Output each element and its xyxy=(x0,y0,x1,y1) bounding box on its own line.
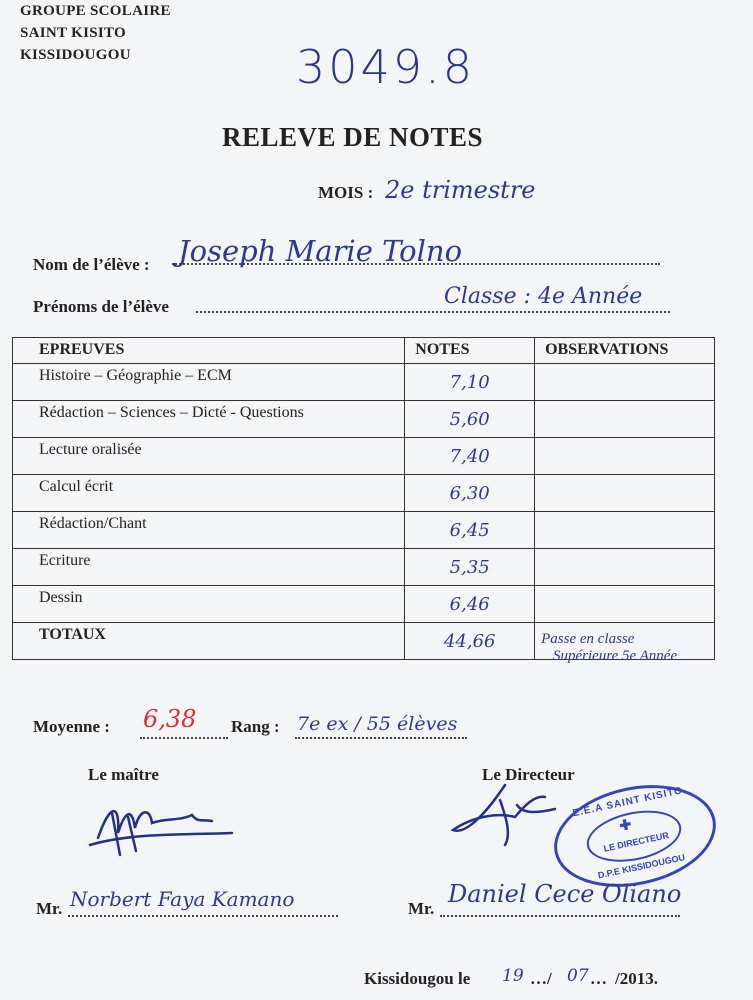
maitre-label: Le maître xyxy=(88,765,159,784)
subject-cell: Calcul écrit xyxy=(13,475,405,512)
observation-cell xyxy=(535,401,715,438)
table-header-row xyxy=(13,338,715,364)
total-label-cell: TOTAUX xyxy=(13,623,405,660)
rang-dotted-line xyxy=(295,737,467,739)
observation-cell xyxy=(535,475,715,512)
header-observations: OBSERVATIONS xyxy=(535,338,715,364)
table-row xyxy=(13,438,715,475)
stamp-line2: LE DIRECTEUR xyxy=(602,830,670,854)
directeur-label: Le Directeur xyxy=(482,765,575,784)
subject-cell: Histoire – Géographie – ECM xyxy=(13,364,405,401)
maitre-signature xyxy=(80,793,240,863)
subject-cell: Dessin xyxy=(13,586,405,623)
classe-value: Classe : 4e Année xyxy=(444,284,643,309)
table-row xyxy=(13,475,715,512)
date-sep2: … xyxy=(590,969,607,988)
subject-cell: Rédaction/Chant xyxy=(13,512,405,549)
maitre-dotted-line xyxy=(68,915,338,917)
nom-value: Joseph Marie Tolno xyxy=(178,234,463,268)
header-epreuves: EPREUVES xyxy=(13,338,405,364)
note-cell: 7,10 xyxy=(405,364,535,401)
date-sep1: …/ xyxy=(530,969,552,988)
note-cell: 6,45 xyxy=(405,512,535,549)
school-city: KISSIDOUGOU xyxy=(20,47,131,63)
prenoms-dotted-line xyxy=(196,311,670,313)
rang-value: 7e ex / 55 élèves xyxy=(297,713,458,735)
rang-label: Rang : xyxy=(231,717,280,736)
moyenne-dotted-line xyxy=(140,737,228,739)
cross-icon: ✚ xyxy=(617,815,633,834)
grades-table xyxy=(12,337,715,660)
observation-cell xyxy=(535,586,715,623)
table-row xyxy=(13,401,715,438)
note-cell: 6,30 xyxy=(405,475,535,512)
table-row xyxy=(13,549,715,586)
stamp-line1: E.E.A SAINT KISITO xyxy=(571,785,684,820)
directeur-name-prefix: Mr. xyxy=(408,899,435,918)
total-observation-line1: Passe en classe xyxy=(541,631,635,647)
stamp-line3: D.P.E KISSIDOUGOU xyxy=(596,852,686,881)
school-subname: SAINT KISITO xyxy=(20,25,127,41)
moyenne-label: Moyenne : xyxy=(33,717,110,736)
observation-cell xyxy=(535,549,715,586)
table-row xyxy=(13,512,715,549)
subject-cell: Lecture oralisée xyxy=(13,438,405,475)
note-cell: 5,35 xyxy=(405,549,535,586)
maitre-name: Norbert Faya Kamano xyxy=(70,887,295,911)
maitre-name-prefix: Mr. xyxy=(36,899,63,918)
header-notes: NOTES xyxy=(405,338,535,364)
date-day: 19 xyxy=(502,966,524,986)
note-cell: 7,40 xyxy=(405,438,535,475)
observation-cell xyxy=(535,364,715,401)
subject-cell: Rédaction – Sciences – Dicté - Questions xyxy=(13,401,405,438)
total-observation-line2: Supérieure 5e Année xyxy=(553,648,678,664)
date-month: 07 xyxy=(567,966,589,986)
date-year: /2013. xyxy=(615,969,658,988)
school-name: GROUPE SCOLAIRE xyxy=(20,3,171,19)
document-number: 3049.8 xyxy=(296,40,475,94)
observation-cell xyxy=(535,438,715,475)
note-cell: 6,46 xyxy=(405,586,535,623)
note-cell: 5,60 xyxy=(405,401,535,438)
observation-cell xyxy=(535,512,715,549)
table-row xyxy=(13,364,715,401)
page-title: RELEVE DE NOTES xyxy=(221,122,484,152)
prenoms-label: Prénoms de l’élève xyxy=(33,297,169,316)
nom-label: Nom de l’élève : xyxy=(33,255,150,274)
mois-value: 2e trimestre xyxy=(385,176,536,204)
total-note-cell: 44,66 xyxy=(405,623,535,660)
mois-label: MOIS : xyxy=(318,183,374,202)
directeur-dotted-line xyxy=(440,915,680,917)
directeur-name: Daniel Cece Oliano xyxy=(448,880,682,908)
subject-cell: Ecriture xyxy=(13,549,405,586)
date-prefix: Kissidougou le xyxy=(364,969,471,988)
table-row xyxy=(13,586,715,623)
moyenne-value: 6,38 xyxy=(143,705,197,733)
